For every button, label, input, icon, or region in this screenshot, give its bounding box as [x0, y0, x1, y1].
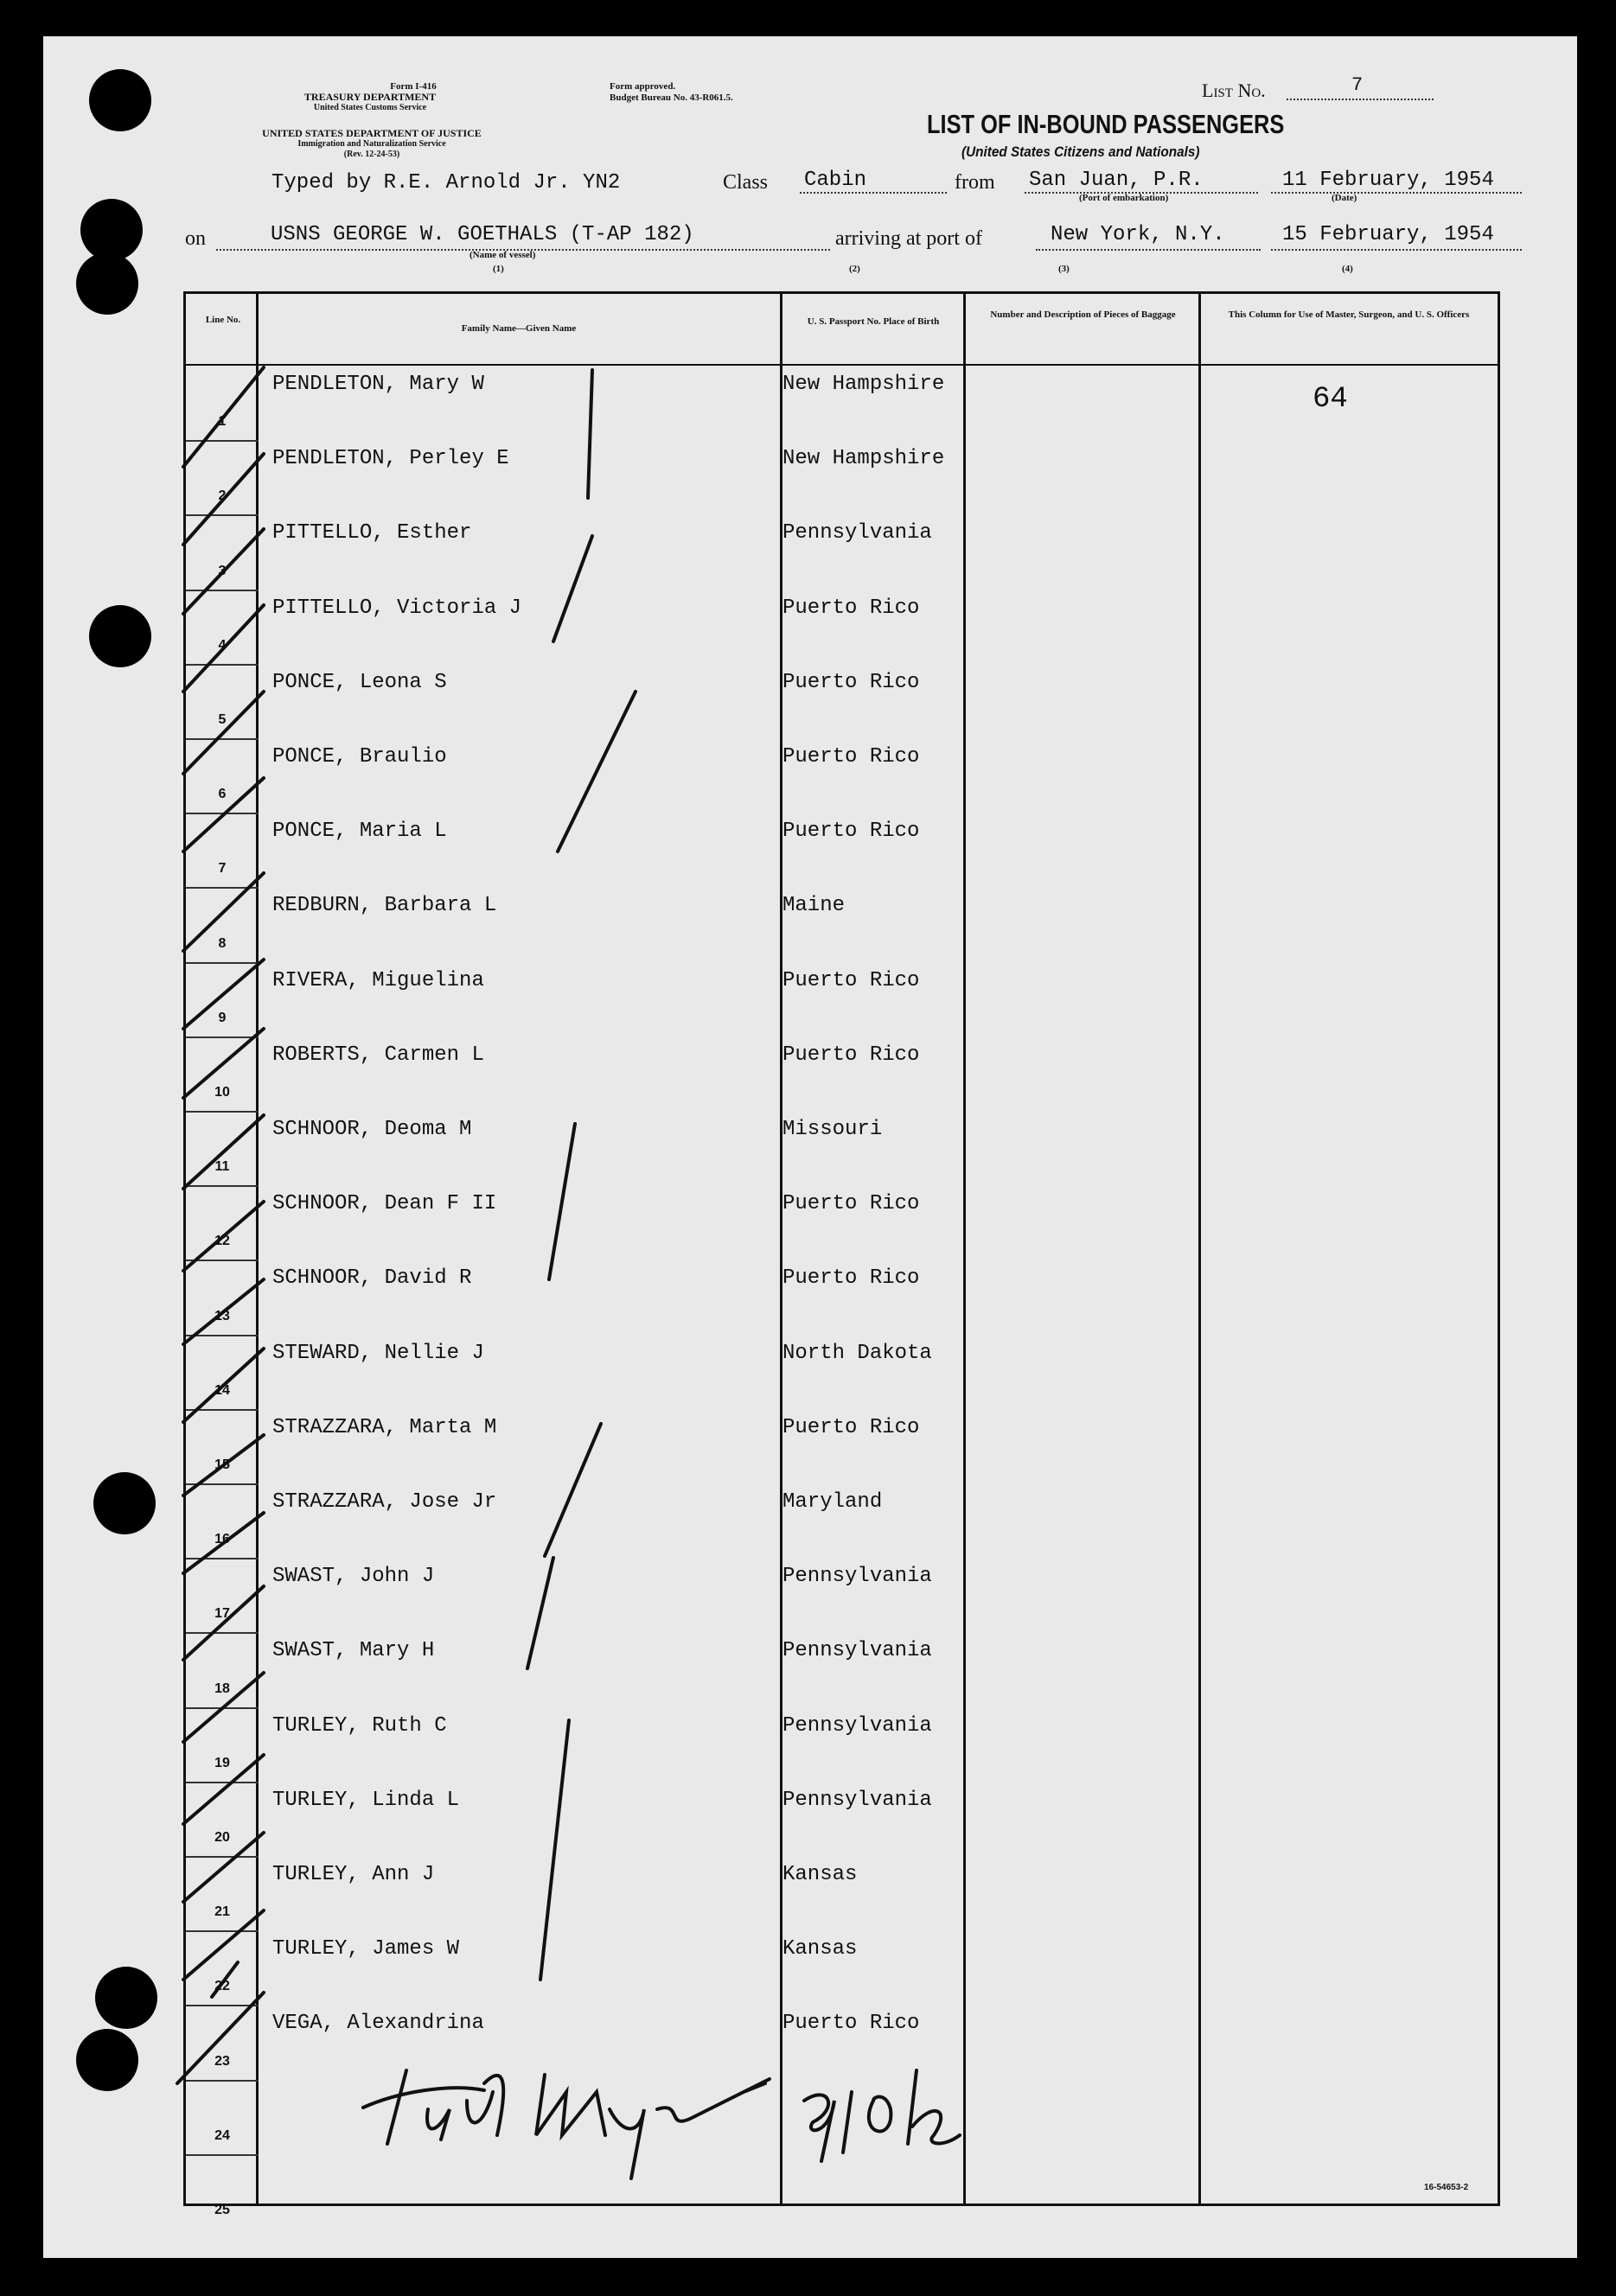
- form-number: Form I-416: [390, 81, 437, 92]
- line-number: 3: [218, 563, 227, 578]
- ins-service: Immigration and Naturalization Service: [297, 139, 446, 149]
- check-mark: [527, 1558, 553, 1668]
- passenger-name: TURLEY, James W: [272, 1937, 460, 1961]
- class-label: Class: [723, 171, 769, 194]
- from-label: from: [955, 171, 995, 194]
- passenger-name: TURLEY, Ann J: [272, 1863, 435, 1886]
- form-approved: Form approved.: [610, 81, 676, 92]
- passenger-name: SWAST, Mary H: [272, 1639, 435, 1663]
- line-number: 10: [214, 1085, 230, 1100]
- customs-service: United States Customs Service: [313, 103, 427, 112]
- line-number: 22: [214, 1979, 230, 1994]
- passenger-name: PENDLETON, Perley E: [272, 447, 509, 471]
- line-number: 12: [214, 1234, 230, 1249]
- line-number: 20: [214, 1830, 230, 1845]
- place-of-birth: New Hampshire: [782, 373, 945, 396]
- passenger-name: STEWARD, Nellie J: [272, 1341, 484, 1365]
- officer-note: 64: [1313, 383, 1348, 416]
- list-subtitle: (United States Citizens and Nationals): [961, 144, 1200, 160]
- passenger-name: SCHNOOR, Deoma M: [272, 1118, 472, 1141]
- column-number-3: (3): [1058, 264, 1070, 274]
- place-of-birth: Pennsylvania: [782, 1713, 932, 1738]
- line-number: 13: [214, 1308, 230, 1323]
- column-number-1: (1): [493, 264, 504, 274]
- class-value: Cabin: [804, 169, 867, 192]
- line-number: 21: [214, 1904, 230, 1920]
- embarkation-port: San Juan, P.R.: [1029, 169, 1204, 192]
- place-of-birth: Puerto Rico: [782, 1192, 920, 1216]
- passenger-name: PONCE, Maria L: [272, 820, 447, 844]
- check-mark: [549, 1124, 575, 1279]
- col-family-name: Family Name—Given Name: [461, 323, 577, 334]
- passenger-name: VEGA, Alexandrina: [272, 2012, 484, 2036]
- place-of-birth: Maine: [782, 894, 846, 918]
- column-number-4: (4): [1342, 264, 1353, 274]
- column-number-2: (2): [849, 264, 860, 274]
- date-caption: (Date): [1332, 193, 1357, 203]
- line-number: 19: [214, 1755, 230, 1770]
- check-mark: [588, 370, 592, 498]
- line-number: 16: [214, 1532, 230, 1547]
- line-number: 24: [214, 2127, 230, 2143]
- line-number: 7: [218, 861, 227, 877]
- place-of-birth: New Hampshire: [782, 447, 945, 471]
- line-number: 6: [218, 787, 227, 802]
- departure-date: 11 February, 1954: [1282, 169, 1494, 192]
- passenger-name: REDBURN, Barbara L: [272, 894, 497, 918]
- line-number: 18: [214, 1681, 230, 1696]
- passenger-name: PENDLETON, Mary W: [272, 373, 484, 396]
- place-of-birth: Pennsylvania: [782, 1788, 932, 1812]
- place-of-birth: Kansas: [782, 1937, 858, 1961]
- line-number: 8: [218, 935, 227, 951]
- place-of-birth: Puerto Rico: [782, 1043, 920, 1067]
- passenger-name: PONCE, Leona S: [272, 670, 447, 694]
- place-of-birth: Missouri: [782, 1118, 883, 1141]
- line-number: 2: [218, 488, 227, 504]
- revision-date: (Rev. 12-24-53): [343, 150, 400, 159]
- check-mark: [540, 1720, 569, 1980]
- arriving-label: arriving at port of: [835, 227, 982, 250]
- place-of-birth: North Dakota: [782, 1341, 932, 1365]
- passenger-name: TURLEY, Ruth C: [272, 1713, 447, 1738]
- place-of-birth: Kansas: [782, 1863, 858, 1886]
- passenger-name: STRAZZARA, Jose Jr: [272, 1490, 497, 1514]
- list-title: LIST OF IN-BOUND PASSENGERS: [927, 109, 1285, 139]
- col-officers: This Column for Use of Master, Surgeon, and U. S. Officers: [1228, 309, 1470, 320]
- handwritten-annotation: [804, 2088, 806, 2089]
- line-number: 5: [218, 712, 227, 727]
- line-number: 1: [218, 414, 227, 430]
- check-mark: [558, 692, 636, 851]
- passenger-name: PITTELLO, Victoria J: [272, 596, 522, 620]
- list-no-label: List No.: [1202, 80, 1266, 101]
- line-number: 15: [214, 1457, 230, 1472]
- check-mark: [553, 536, 592, 641]
- check-mark: [545, 1424, 601, 1556]
- place-of-birth: Puerto Rico: [782, 1266, 920, 1291]
- line-number: 17: [214, 1606, 230, 1622]
- vessel-caption: (Name of vessel): [469, 250, 536, 260]
- passenger-name: SCHNOOR, David R: [272, 1266, 472, 1291]
- line-number: 25: [214, 2203, 230, 2217]
- list-number: 7: [1351, 74, 1364, 96]
- place-of-birth: Pennsylvania: [782, 1639, 932, 1663]
- passenger-name: TURLEY, Linda L: [272, 1788, 460, 1812]
- col-baggage: Number and Description of Pieces of Baggage: [990, 309, 1176, 320]
- place-of-birth: Pennsylvania: [782, 521, 932, 545]
- line-number: 14: [214, 1382, 230, 1398]
- passenger-name: STRAZZARA, Marta M: [272, 1415, 497, 1439]
- place-of-birth: Puerto Rico: [782, 596, 920, 620]
- col-line-no: Line No.: [205, 315, 241, 325]
- line-number: 4: [218, 637, 227, 653]
- line-number: 11: [214, 1159, 230, 1175]
- place-of-birth: Puerto Rico: [782, 670, 920, 694]
- passenger-name: PITTELLO, Esther: [272, 521, 472, 545]
- passenger-name: RIVERA, Miguelina: [272, 968, 484, 992]
- embarkation-caption: (Port of embarkation): [1079, 193, 1169, 203]
- vessel-name: USNS GEORGE W. GOETHALS (T-AP 182): [271, 223, 694, 246]
- line-number: 23: [214, 2053, 230, 2069]
- place-of-birth: Pennsylvania: [782, 1565, 932, 1589]
- passenger-name: ROBERTS, Carmen L: [272, 1043, 484, 1067]
- place-of-birth: Puerto Rico: [782, 2012, 920, 2036]
- place-of-birth: Puerto Rico: [782, 1415, 920, 1439]
- place-of-birth: Puerto Rico: [782, 745, 920, 769]
- place-of-birth: Puerto Rico: [782, 968, 920, 992]
- passenger-name: SWAST, John J: [272, 1565, 435, 1589]
- typed-by: Typed by R.E. Arnold Jr. YN2: [271, 171, 621, 195]
- place-of-birth: Maryland: [782, 1490, 883, 1514]
- passenger-name: PONCE, Braulio: [272, 745, 447, 769]
- col-passport: U. S. Passport No. Place of Birth: [807, 316, 940, 327]
- on-label: on: [185, 227, 206, 250]
- passenger-name: SCHNOOR, Dean F II: [272, 1192, 497, 1216]
- line-number: 9: [218, 1010, 227, 1025]
- arrival-date: 15 February, 1954: [1282, 223, 1494, 246]
- treasury-department: TREASURY DEPARTMENT: [303, 91, 437, 103]
- footer-code: 16-54653-2: [1424, 2183, 1469, 2192]
- justice-department: UNITED STATES DEPARTMENT OF JUSTICE: [262, 127, 482, 139]
- place-of-birth: Puerto Rico: [782, 820, 920, 844]
- budget-bureau: Budget Bureau No. 43-R061.5.: [610, 92, 733, 103]
- arrival-port: New York, N.Y.: [1051, 223, 1225, 246]
